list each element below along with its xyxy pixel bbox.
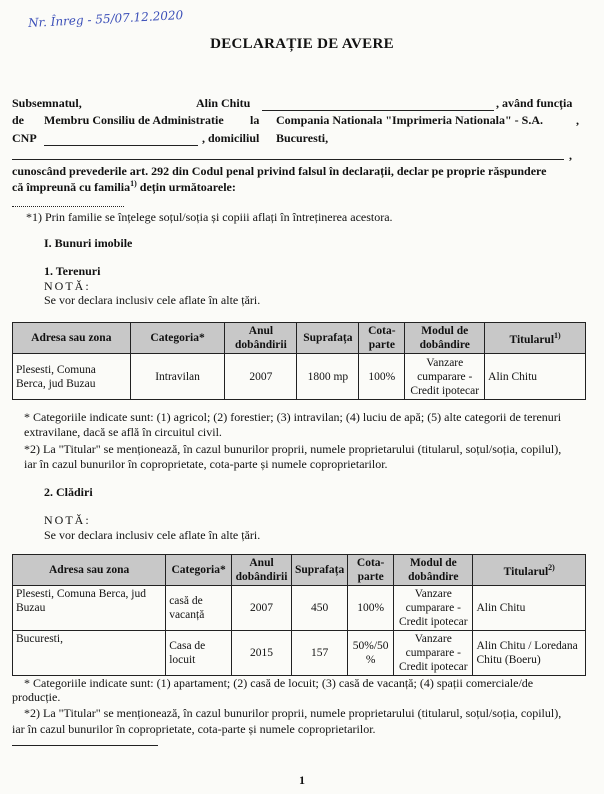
col-anul: Anul dobândirii — [232, 555, 292, 586]
section-bunuri-imobile: I. Bunuri imobile — [44, 236, 133, 250]
declarant-name: Alin Chitu — [196, 96, 251, 110]
institutia-comma: , — [576, 113, 579, 127]
cell-cota: 100% — [359, 354, 405, 400]
family-footnote: *1) Prin familie se înțelege soțul/soția și copiii aflați în întreținerea acestora. — [26, 210, 393, 224]
terenuri-categ-note: * Categoriile indicate sunt: (1) agricol; (2) forestier; (3) intravilan; (4) luciu de apă; (5) alte categorii de terenuri — [24, 410, 562, 424]
col-cota: Cota-parte — [359, 323, 405, 354]
terenuri-table — [12, 322, 586, 400]
cell-categoria: Intravilan — [130, 354, 225, 400]
cell-anul: 2007 — [225, 354, 297, 400]
functia-value: Membru Consiliu de Administratie — [44, 113, 224, 127]
terenuri-heading: 1. Terenuri — [44, 264, 101, 278]
col-suprafata: Suprafața — [297, 323, 359, 354]
terenuri-titular-note: *2) La "Titular" se menționează, în cazul bunurilor proprii, numele proprietarului (titularul, soțul/soția, copilul), — [24, 442, 562, 456]
cell-modul: Vanzare cumparare - Credit ipotecar — [394, 586, 473, 631]
la-label: la — [250, 113, 260, 127]
terenuri-nota-text: Se vor declara inclusiv cele aflate în alte țări. — [44, 293, 261, 307]
col-titular: Titularul$^{1)}$ — [485, 323, 586, 354]
address-comma: , — [569, 148, 572, 162]
col-adresa: Adresa sau zona — [13, 323, 131, 354]
cell-cota: 50%/50 % — [348, 631, 394, 676]
col-modul: Modul de dobândire — [405, 323, 485, 354]
page-number: 1 — [299, 773, 305, 787]
cell-anul: 2007 — [232, 586, 292, 631]
cladiri-nota-text: Se vor declara inclusiv cele aflate în alte țări. — [44, 528, 261, 542]
institutia-value: Compania Nationala "Imprimeria Nationala" - S.A. — [276, 113, 543, 127]
footnote-separator — [12, 206, 124, 207]
col-modul: Modul de dobândire — [394, 555, 473, 586]
cladiri-heading: 2. Clădiri — [44, 485, 93, 499]
registration-handwritten-note: Nr. Înreg - 55/07.12.2020 — [27, 7, 184, 31]
name-underline — [262, 110, 494, 111]
cell-titular: Alin Chitu — [485, 354, 586, 400]
cell-adresa: Plesesti, Comuna Berca, jud Buzau — [13, 354, 131, 400]
cell-suprafata: 1800 mp — [297, 354, 359, 400]
intro-line-2: că împreună cu familia$^{1)}$ dețin următoarele: — [12, 179, 236, 194]
table-row — [13, 631, 586, 676]
terenuri-titular-note-2: iar în cazul bunurilor în coproprietate, cota-parte și numele coproprietarilor. — [24, 457, 388, 471]
document-title: DECLARAȚIE DE AVERE — [210, 36, 394, 52]
col-categoria: Categoria* — [166, 555, 232, 586]
domiciliul-label: , domiciliul — [202, 131, 260, 145]
cladiri-nota-label: NOTĂ: — [44, 513, 91, 527]
cell-titular: Alin Chitu / Loredana Chitu (Boeru) — [473, 631, 586, 676]
col-adresa: Adresa sau zona — [13, 555, 166, 586]
subsemnatul-label: Subsemnatul, — [12, 96, 82, 110]
footer-separator — [12, 745, 158, 746]
intro-line-1: cunoscând prevederile art. 292 din Codul penal privind falsul în declarații, declar pe proprie răspundere — [12, 164, 547, 178]
cell-cota: 100% — [348, 586, 394, 631]
cladiri-titular-note: *2) La "Titular" se menționează, în cazul bunurilor proprii, numele proprietarului (titularul, soțul/soția, copilul), — [24, 706, 562, 720]
de-label: de — [12, 113, 24, 127]
terenuri-categ-note-2: extravilane, dacă se află în circuitul civil. — [24, 425, 222, 439]
cell-modul: Vanzare cumparare - Credit ipotecar — [405, 354, 485, 400]
cell-suprafata: 450 — [292, 586, 348, 631]
cladiri-categ-note-2: producție. — [12, 690, 61, 704]
col-categoria: Categoria* — [130, 323, 225, 354]
cnp-underline — [44, 145, 198, 146]
cell-titular: Alin Chitu — [473, 586, 586, 631]
cladiri-titular-note-2: iar în cazul bunurilor în coproprietate, cota-parte și numele coproprietarilor. — [12, 722, 376, 736]
cell-categoria: casă de vacanță — [166, 586, 232, 631]
cell-modul: Vanzare cumparare - Credit ipotecar — [394, 631, 473, 676]
cladiri-categ-note: * Categoriile indicate sunt: (1) apartament; (2) casă de locuit; (3) casă de vacanță; (4) spații comerciale/de — [24, 676, 534, 690]
cell-anul: 2015 — [232, 631, 292, 676]
terenuri-header-row — [13, 323, 586, 354]
avand-functia-label: , având funcția — [496, 96, 573, 110]
cell-categoria: Casa de locuit — [166, 631, 232, 676]
col-titular: Titularul$^{2)}$ — [473, 555, 586, 586]
address-underline — [12, 159, 564, 160]
col-anul: Anul dobândirii — [225, 323, 297, 354]
terenuri-nota-label: NOTĂ: — [44, 279, 91, 293]
cell-suprafata: 157 — [292, 631, 348, 676]
table-row — [13, 586, 586, 631]
cell-adresa: Bucuresti, — [13, 631, 166, 676]
cnp-label: CNP — [12, 131, 37, 145]
cell-adresa: Plesesti, Comuna Berca, jud Buzau — [13, 586, 166, 631]
cladiri-header-row — [13, 555, 586, 586]
col-suprafata: Suprafața — [292, 555, 348, 586]
col-cota: Cota-parte — [348, 555, 394, 586]
table-row — [13, 354, 586, 400]
domiciliul-value: Bucuresti, — [276, 131, 329, 145]
cladiri-table — [12, 554, 586, 676]
